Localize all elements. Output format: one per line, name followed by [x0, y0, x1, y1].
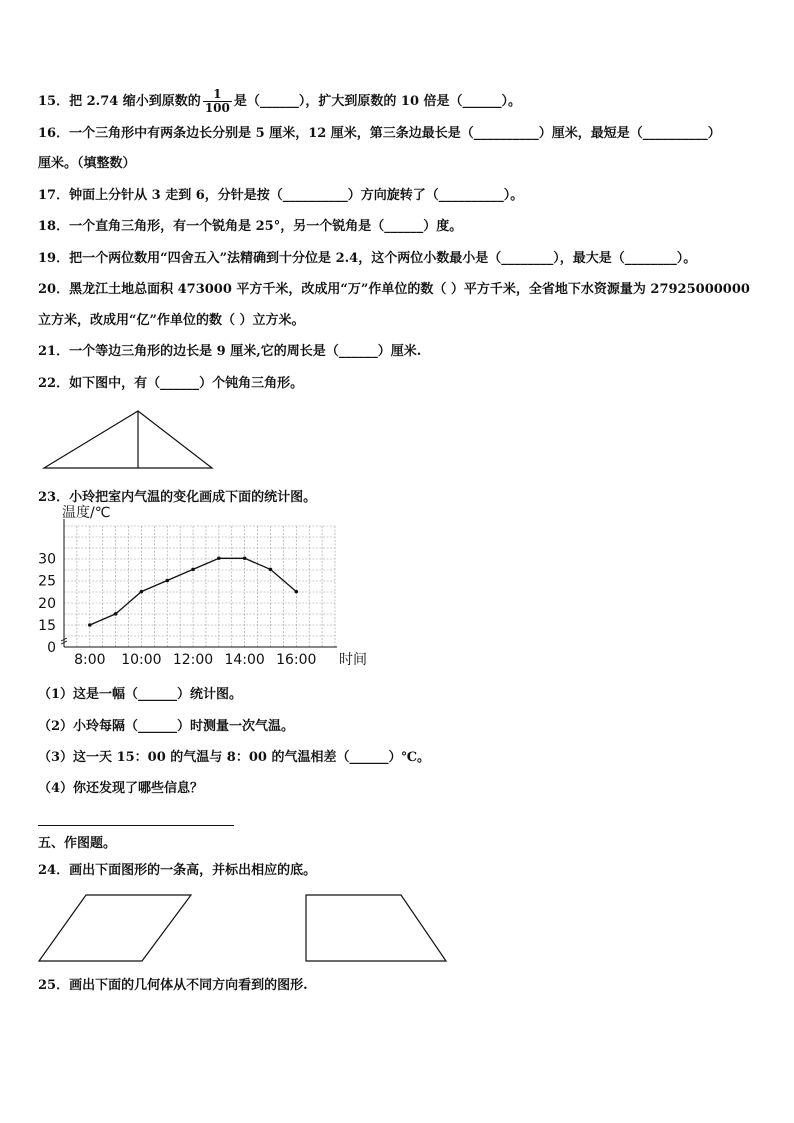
fraction — [203, 88, 232, 115]
question-16-line2: 厘米。（填整数） — [38, 156, 136, 171]
y-tick-label: 0 — [47, 640, 56, 656]
fraction-denominator: 100 — [204, 101, 230, 115]
data-point — [217, 556, 221, 560]
q15-text-pre: 15．把 2.74 缩小到原数的 — [38, 94, 201, 109]
trapezoid-figure — [303, 893, 449, 963]
question-20-line2: 立方米，改成用“亿”作单位的数（ ）立方米。 — [38, 313, 305, 328]
question-16-line1: 16．一个三角形中有两条边长分别是 5 厘米，12 厘米，第三条边最长是（__________）厘米，最短是（__________） — [38, 126, 721, 141]
parallelogram-outline — [39, 895, 191, 961]
q15-text-post: 是（______），扩大到原数的 10 倍是（______）。 — [233, 94, 522, 109]
triangle-figure — [42, 408, 214, 470]
fraction-numerator: 1 — [203, 88, 232, 102]
x-tick-label: 8:00 — [74, 652, 106, 668]
question-23-sub4: （4）你还发现了哪些信息？ — [38, 781, 204, 796]
y-tick-label: 30 — [38, 551, 56, 568]
trapezoid-outline — [306, 895, 446, 961]
y-axis-label: 温度/℃ — [62, 505, 111, 521]
question-21: 21．一个等边三角形的边长是 9 厘米,它的周长是（______）厘米. — [38, 344, 422, 359]
x-tick-label: 14:00 — [224, 652, 265, 668]
question-17: 17．钟面上分针从 3 走到 6，分针是按（__________）方向旋转了（__________）。 — [38, 188, 524, 203]
question-24: 24．画出下面图形的一条高，并标出相应的底。 — [38, 863, 317, 878]
data-point — [88, 623, 92, 627]
data-point — [165, 579, 169, 583]
data-point — [243, 556, 247, 560]
x-axis-label: 时间 — [339, 652, 367, 668]
question-25: 25．画出下面的几何体从不同方向看到的图形. — [38, 978, 308, 993]
y-tick-label: 15 — [38, 618, 56, 634]
x-tick-label: 10:00 — [121, 652, 162, 668]
triangle-outline — [44, 411, 212, 468]
data-point — [191, 568, 195, 572]
temperature-line-chart — [36, 505, 376, 670]
question-23-sub2: （2）小玲每隔（______）时测量一次气温。 — [38, 719, 295, 734]
question-22: 22．如下图中，有（______）个钝角三角形。 — [38, 376, 304, 391]
x-tick-label: 12:00 — [172, 652, 214, 668]
y-tick-label: 25 — [38, 573, 56, 590]
data-point — [114, 612, 118, 616]
question-23-intro: 23．小玲把室内气温的变化画成下面的统计图。 — [38, 490, 317, 505]
data-point — [294, 590, 298, 594]
question-23-sub1: （1）这是一幅（______）统计图。 — [38, 687, 243, 702]
question-18: 18．一个直角三角形，有一个锐角是 25°，另一个锐角是（______）度。 — [38, 219, 463, 234]
answer-line — [38, 825, 234, 826]
question-23-sub3: （3）这一天 15：00 的气温与 8：00 的气温相差（______）℃。 — [38, 750, 431, 765]
question-20-line1: 20．黑龙江土地总面积 473000 平方千米，改成用“万”作单位的数（ ）平方千米，全省地下水资源量为 27925000000 — [38, 282, 750, 297]
section-heading: 五、作图题。 — [38, 836, 117, 851]
question-15 — [38, 88, 521, 115]
question-19: 19．把一个两位数用“四舍五入”法精确到十分位是 2.4，这个两位小数最小是（________），最大是（________）。 — [38, 251, 697, 266]
y-tick-label: 20 — [38, 595, 56, 612]
data-point — [269, 568, 273, 572]
x-tick-label: 16:00 — [276, 652, 317, 668]
parallelogram-figure — [38, 893, 194, 963]
data-point — [140, 590, 144, 594]
